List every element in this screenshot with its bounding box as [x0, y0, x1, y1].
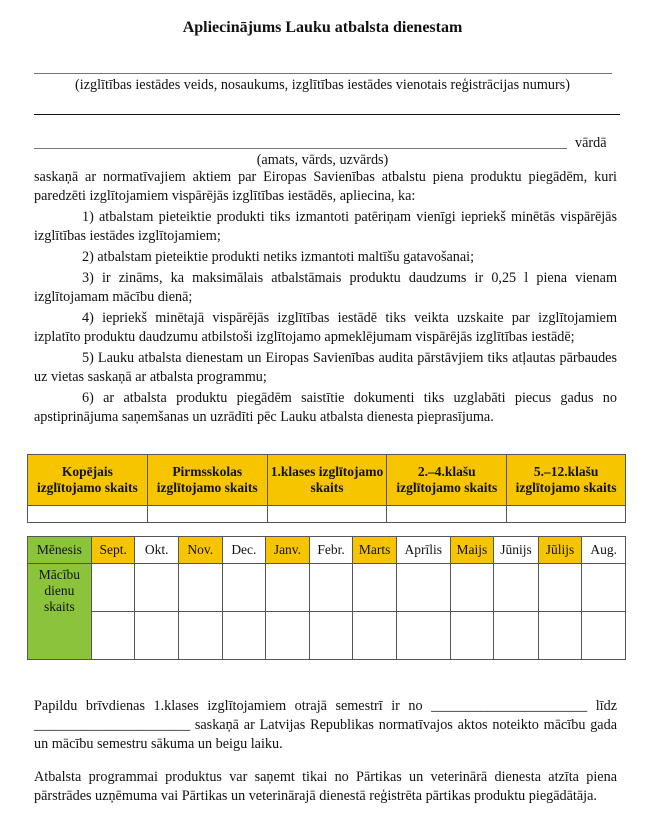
month-dec: Dec. — [222, 537, 266, 564]
days2-aug[interactable] — [582, 612, 626, 660]
days-janv[interactable] — [266, 564, 310, 612]
extra-holidays-line-2: ______________________ saskaņā ar Latvijas Republikas normatīvajos aktos noteikto mācību gada un mācību semestru sākuma un beigu laiku. — [34, 717, 617, 752]
header-total: Kopējais izglītojamo skaits — [28, 455, 148, 506]
input-grade2-4[interactable] — [387, 506, 507, 523]
month-nov: Nov. — [179, 537, 223, 564]
month-junijs: Jūnijs — [494, 537, 539, 564]
school-days-label: Mācību dienu skaits — [28, 564, 92, 660]
days2-maijs[interactable] — [450, 612, 494, 660]
header-grade5-12: 5.–12.klašu izglītojamo skaits — [507, 455, 626, 506]
input-total[interactable] — [28, 506, 148, 523]
input-grade1[interactable] — [267, 506, 387, 523]
days-julijs[interactable] — [538, 564, 582, 612]
intro-text: saskaņā ar normatīvajiem aktiem par Eiropas Savienības atbalstu piena produktu piegādēm, kuri paredzēti izglītojamiem vispārējās izglītības iestādēs, apliecina, ka: — [34, 169, 617, 204]
month-aug: Aug. — [582, 537, 626, 564]
days-maijs[interactable] — [450, 564, 494, 612]
days-aprilis[interactable] — [396, 564, 450, 612]
days-sept[interactable] — [91, 564, 135, 612]
days2-sept[interactable] — [91, 612, 135, 660]
institution-caption: (izglītības iestādes veids, nosaukums, izglītības iestādes vienotais reģistrācijas numurs) — [75, 77, 570, 93]
supplier-text: Atbalsta programmai produktus var saņemt tikai no Pārtikas un veterinārā dienesta atzīta piena pārstrādes uzņēmuma vai Pārtikas un veterinārajā dienestā reģistrēta pārtikas produktu piegādātāja. — [34, 769, 617, 804]
month-julijs: Jūlijs — [538, 537, 582, 564]
item-5: 5) Lauku atbalsta dienestam un Eiropas Savienības audita pārstāvjiem tiks atļautas pārbaudes uz vietas saskaņā ar atbalsta programmu; — [34, 350, 617, 385]
month-marts: Marts — [353, 537, 397, 564]
days-marts[interactable] — [353, 564, 397, 612]
input-preschool[interactable] — [147, 506, 267, 523]
institution-fill-line[interactable] — [34, 73, 612, 74]
pupil-count-header-row — [28, 455, 626, 506]
school-days-row — [28, 564, 626, 612]
item-3: 3) ir zināms, ka maksimālais atbalstāmais produktu daudzums ir 0,25 l piena vienam izglītojamam mācību dienā; — [34, 270, 617, 305]
month-janv: Janv. — [266, 537, 310, 564]
school-days-row-2 — [28, 612, 626, 660]
days-nov[interactable] — [179, 564, 223, 612]
month-aprilis: Aprīlis — [396, 537, 450, 564]
days-febr[interactable] — [309, 564, 353, 612]
document-title: Apliecinājums Lauku atbalsta dienestam — [182, 19, 463, 36]
varda-label: vārdā — [575, 135, 607, 151]
header-preschool: Pirmsskolas izglītojamo skaits — [147, 455, 267, 506]
months-header-row — [28, 537, 626, 564]
supplier-paragraph — [34, 768, 617, 806]
month-maijs: Maijs — [450, 537, 494, 564]
days-junijs[interactable] — [494, 564, 539, 612]
input-grade5-12[interactable] — [507, 506, 626, 523]
days2-okt[interactable] — [135, 612, 179, 660]
declaration-body — [34, 168, 617, 427]
separator-line — [34, 114, 620, 115]
month-febr: Febr. — [309, 537, 353, 564]
days2-junijs[interactable] — [494, 612, 539, 660]
signatory-caption: (amats, vārds, uzvārds) — [256, 152, 389, 168]
extra-holidays-paragraph — [34, 697, 617, 754]
pupil-count-table — [27, 454, 626, 523]
days-aug[interactable] — [582, 564, 626, 612]
days-dec[interactable] — [222, 564, 266, 612]
days2-febr[interactable] — [309, 612, 353, 660]
days2-janv[interactable] — [266, 612, 310, 660]
days2-dec[interactable] — [222, 612, 266, 660]
pupil-count-input-row — [28, 506, 626, 523]
days2-nov[interactable] — [179, 612, 223, 660]
item-4: 4) iepriekš minētajā vispārējās izglītības iestādē tiks veikta uzskaite par izglītojamiem izplatīto produktu daudzumu atbilstoši izglītojamo apmeklējumam vispārējās izglītības iestādē; — [34, 310, 617, 345]
month-sept: Sept. — [91, 537, 135, 564]
days2-aprilis[interactable] — [396, 612, 450, 660]
item-1: 1) atbalstam pieteiktie produkti tiks izmantoti patēriņam vienīgi iepriekš minētās vispārējās izglītības iestādes izglītojamiem; — [34, 209, 617, 244]
item-6: 6) ar atbalsta produktu piegādēm saistītie dokumenti tiks uzglabāti piecus gadus no apstiprinājuma saņemšanas un uzrādīti pēc Lauku atbalsta dienesta pieprasījuma. — [34, 390, 617, 425]
item-2: 2) atbalstam pieteiktie produkti netiks izmantoti maltīšu gatavošanai; — [82, 249, 475, 265]
school-days-table — [27, 536, 626, 660]
days-okt[interactable] — [135, 564, 179, 612]
extra-holidays-line-1: Papildu brīvdienas 1.klases izglītojamiem otrajā semestrī ir no ______________________ līdz — [34, 698, 617, 714]
signatory-fill-line[interactable] — [34, 148, 567, 149]
days2-marts[interactable] — [353, 612, 397, 660]
month-okt: Okt. — [135, 537, 179, 564]
days2-julijs[interactable] — [538, 612, 582, 660]
header-grade1: 1.klases izglītojamo skaits — [267, 455, 387, 506]
header-month: Mēnesis — [28, 537, 92, 564]
header-grade2-4: 2.–4.klašu izglītojamo skaits — [387, 455, 507, 506]
